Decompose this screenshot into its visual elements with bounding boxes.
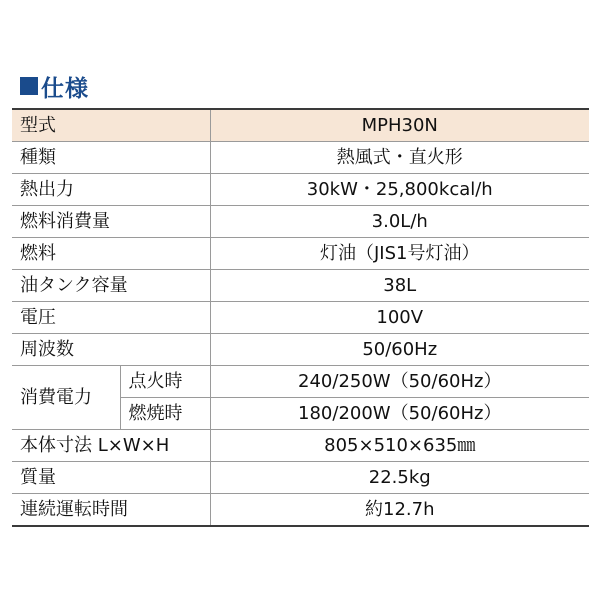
ignition-value: 240/250W（50/60Hz） xyxy=(210,366,589,398)
section-title: 仕様 xyxy=(41,75,89,102)
row-label: 本体寸法 L×W×H xyxy=(12,430,210,462)
row-label: 電圧 xyxy=(12,302,210,334)
header-label: 型式 xyxy=(12,109,210,142)
table-header-row xyxy=(12,109,589,142)
header-model: MPH30N xyxy=(210,109,589,142)
square-bullet-icon xyxy=(20,77,38,95)
table-row-heat-output xyxy=(12,174,589,206)
table-row-power-ignition xyxy=(12,366,589,398)
table-row-dimensions xyxy=(12,430,589,462)
row-label: 連続運転時間 xyxy=(12,494,210,527)
row-value: 30kW・25,800kcal/h xyxy=(210,174,589,206)
table-row-type xyxy=(12,142,589,174)
table-row-mass xyxy=(12,462,589,494)
row-value: 38L xyxy=(210,270,589,302)
table-row-fuel xyxy=(12,238,589,270)
spec-table xyxy=(12,108,589,527)
row-label: 質量 xyxy=(12,462,210,494)
row-value: 灯油（JIS1号灯油） xyxy=(210,238,589,270)
table-row-frequency xyxy=(12,334,589,366)
row-value: 22.5kg xyxy=(210,462,589,494)
row-value: 熱風式・直火形 xyxy=(210,142,589,174)
table-row-runtime xyxy=(12,494,589,527)
row-label: 燃料消費量 xyxy=(12,206,210,238)
row-label: 種類 xyxy=(12,142,210,174)
row-label: 周波数 xyxy=(12,334,210,366)
row-value: 100V xyxy=(210,302,589,334)
row-value: 805×510×635㎜ xyxy=(210,430,589,462)
row-value: 3.0L/h xyxy=(210,206,589,238)
combustion-label: 燃焼時 xyxy=(120,398,210,430)
row-label: 油タンク容量 xyxy=(12,270,210,302)
table-row-voltage xyxy=(12,302,589,334)
combustion-value: 180/200W（50/60Hz） xyxy=(210,398,589,430)
row-value: 50/60Hz xyxy=(210,334,589,366)
row-label: 燃料 xyxy=(12,238,210,270)
ignition-label: 点火時 xyxy=(120,366,210,398)
table-row-fuel-consumption xyxy=(12,206,589,238)
row-label: 熱出力 xyxy=(12,174,210,206)
row-value: 約12.7h xyxy=(210,494,589,527)
power-consumption-label: 消費電力 xyxy=(12,366,120,430)
table-row-tank-capacity xyxy=(12,270,589,302)
section-heading xyxy=(20,70,89,102)
